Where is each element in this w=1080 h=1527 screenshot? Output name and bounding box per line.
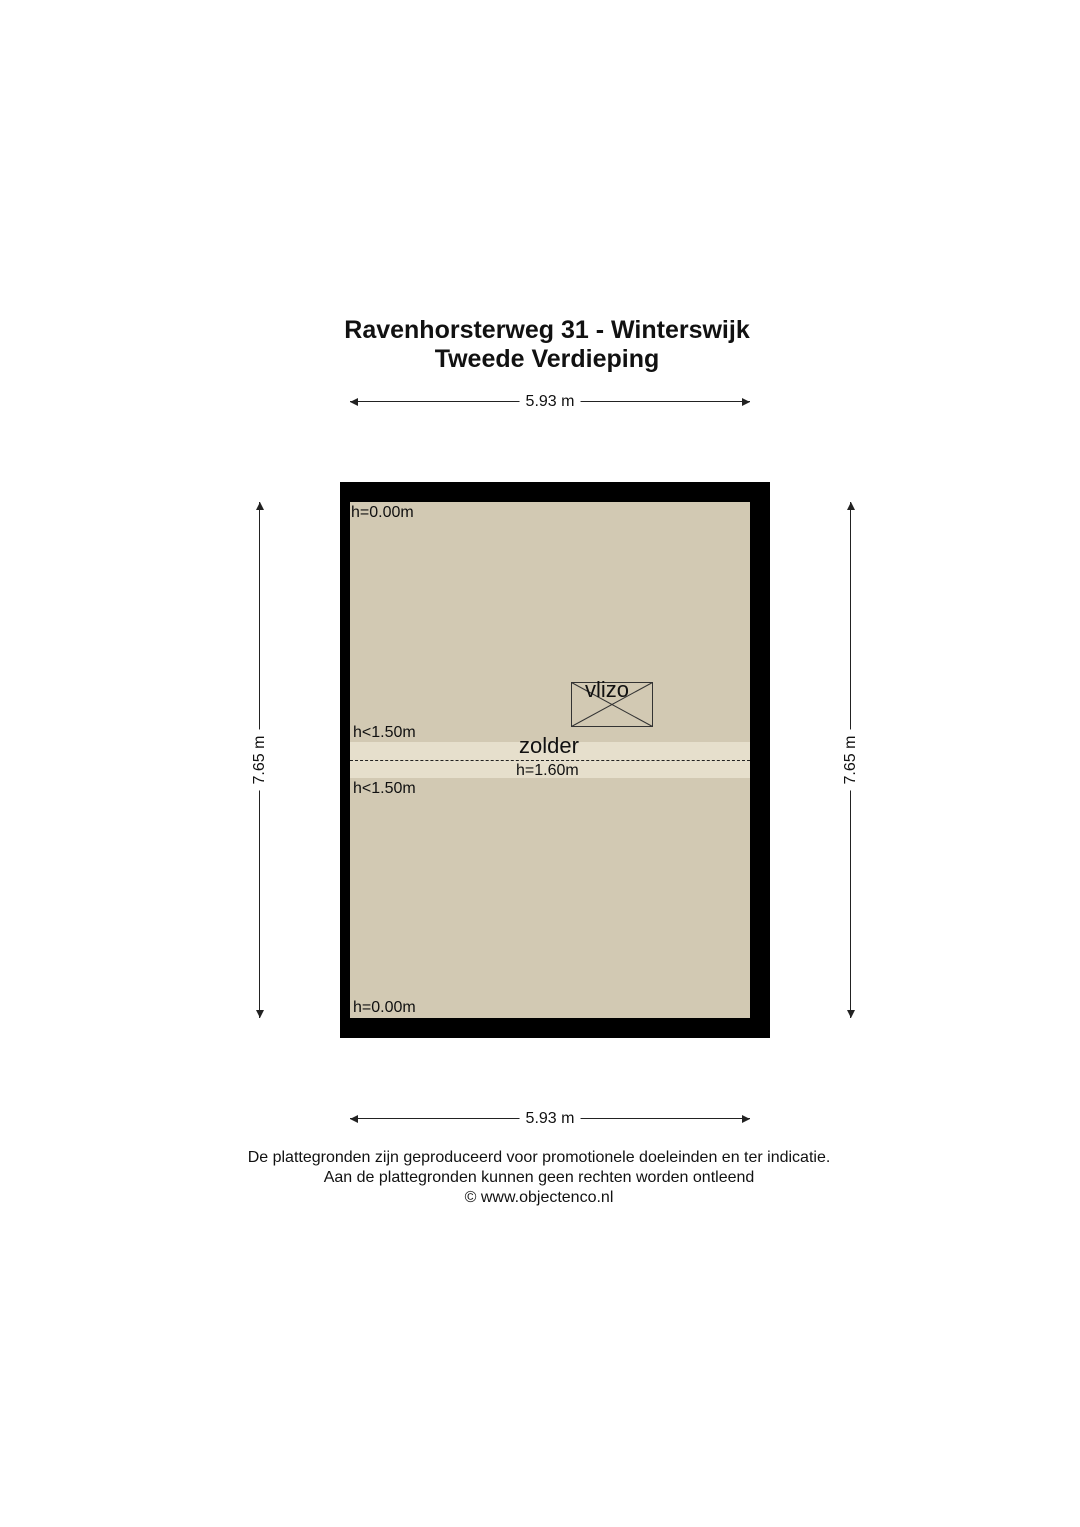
dimension-label: 5.93 m — [520, 392, 581, 412]
arrow-down-icon — [256, 1010, 264, 1018]
dimension-depth-left — [250, 502, 270, 1018]
room-name: zolder — [519, 733, 579, 758]
height-label-top: h=0.00m — [351, 504, 414, 521]
copyright-line: © www.objectenco.nl — [464, 1189, 614, 1206]
floorplan-title-address: Ravenhorsterweg 31 - Winterswijk — [344, 316, 750, 344]
floorplan-title-floor: Tweede Verdieping — [434, 345, 660, 373]
dimension-label: 7.65 m — [250, 730, 270, 791]
dimension-width-bottom — [350, 1109, 750, 1129]
height-label-upper-slope: h<1.50m — [353, 724, 416, 741]
dimension-depth-right — [841, 502, 861, 1018]
dimension-label: 5.93 m — [520, 1109, 581, 1129]
dimension-label: 7.65 m — [841, 730, 861, 791]
height-label-ridge: h=1.60m — [516, 762, 579, 779]
arrow-up-icon — [847, 502, 855, 510]
hatch-label: vlizo — [585, 677, 630, 702]
arrow-up-icon — [256, 502, 264, 510]
disclaimer-line: Aan de plattegronden kunnen geen rechten worden ontleend — [323, 1169, 755, 1186]
arrow-down-icon — [847, 1010, 855, 1018]
arrow-left-icon — [350, 398, 358, 406]
height-label-lower-slope: h<1.50m — [353, 780, 416, 797]
arrow-right-icon — [742, 398, 750, 406]
disclaimer-line: De plattegronden zijn geproduceerd voor promotionele doeleinden en ter indicatie. — [247, 1149, 831, 1166]
height-label-bottom: h=0.00m — [353, 999, 416, 1016]
dimension-width-top — [350, 392, 750, 412]
arrow-right-icon — [742, 1115, 750, 1123]
ridge-line — [350, 760, 750, 761]
arrow-left-icon — [350, 1115, 358, 1123]
